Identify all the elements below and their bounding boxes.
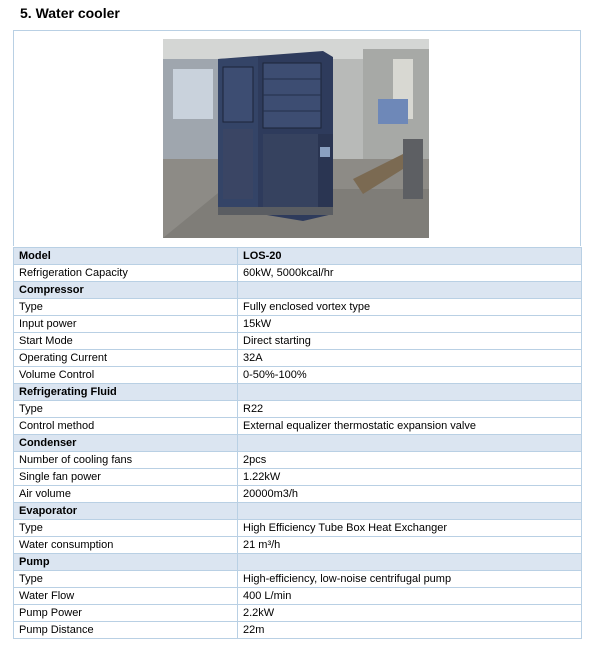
spec-label: Refrigeration Capacity xyxy=(14,265,238,282)
spec-label: Control method xyxy=(14,418,238,435)
table-row xyxy=(14,367,582,384)
spec-value: 2.2kW xyxy=(238,605,582,622)
spec-value: 1.22kW xyxy=(238,469,582,486)
spec-value: 60kW, 5000kcal/hr xyxy=(238,265,582,282)
spec-label: Pump Distance xyxy=(14,622,238,639)
spec-value: High Efficiency Tube Box Heat Exchanger xyxy=(238,520,582,537)
table-row xyxy=(14,265,582,282)
table-row xyxy=(14,486,582,503)
table-header-row xyxy=(14,248,582,265)
spec-label: Type xyxy=(14,520,238,537)
spec-label: Operating Current xyxy=(14,350,238,367)
table-row xyxy=(14,605,582,622)
spec-value: 32A xyxy=(238,350,582,367)
water-cooler-photo xyxy=(163,39,429,238)
spec-label: Water Flow xyxy=(14,588,238,605)
spec-label: Type xyxy=(14,571,238,588)
table-row xyxy=(14,316,582,333)
spec-value xyxy=(238,503,582,520)
spec-label: Compressor xyxy=(14,282,238,299)
table-row xyxy=(14,520,582,537)
spec-value xyxy=(238,435,582,452)
spec-label: Pump xyxy=(14,554,238,571)
spec-value: 400 L/min xyxy=(238,588,582,605)
spec-value: Direct starting xyxy=(238,333,582,350)
spec-label: Volume Control xyxy=(14,367,238,384)
spec-value xyxy=(238,384,582,401)
table-row xyxy=(14,418,582,435)
spec-label: Model xyxy=(14,248,238,265)
spec-value xyxy=(238,282,582,299)
spec-label: Water consumption xyxy=(14,537,238,554)
spec-value: 20000m3/h xyxy=(238,486,582,503)
table-row xyxy=(14,452,582,469)
table-row xyxy=(14,571,582,588)
spec-value: 15kW xyxy=(238,316,582,333)
spec-value: 0-50%-100% xyxy=(238,367,582,384)
table-row xyxy=(14,588,582,605)
section-header-row xyxy=(14,384,582,401)
spec-value: LOS-20 xyxy=(238,248,582,265)
spec-label: Evaporator xyxy=(14,503,238,520)
section-heading: 5. Water cooler xyxy=(20,5,120,21)
spec-value: External equalizer thermostatic expansion valve xyxy=(238,418,582,435)
spec-label: Input power xyxy=(14,316,238,333)
table-row xyxy=(14,299,582,316)
spec-label: Type xyxy=(14,299,238,316)
spec-label: Condenser xyxy=(14,435,238,452)
spec-value xyxy=(238,554,582,571)
spec-value: 21 m³/h xyxy=(238,537,582,554)
section-header-row xyxy=(14,282,582,299)
section-header-row xyxy=(14,554,582,571)
section-header-row xyxy=(14,435,582,452)
table-row xyxy=(14,469,582,486)
section-header-row xyxy=(14,503,582,520)
spec-value: R22 xyxy=(238,401,582,418)
spec-label: Air volume xyxy=(14,486,238,503)
spec-value: 2pcs xyxy=(238,452,582,469)
spec-value: High-efficiency, low-noise centrifugal pump xyxy=(238,571,582,588)
spec-label: Pump Power xyxy=(14,605,238,622)
spec-label: Single fan power xyxy=(14,469,238,486)
spec-value: 22m xyxy=(238,622,582,639)
table-row xyxy=(14,622,582,639)
spec-label: Type xyxy=(14,401,238,418)
spec-label: Refrigerating Fluid xyxy=(14,384,238,401)
spec-value: Fully enclosed vortex type xyxy=(238,299,582,316)
table-row xyxy=(14,350,582,367)
spec-table xyxy=(13,247,582,639)
table-row xyxy=(14,537,582,554)
spec-label: Start Mode xyxy=(14,333,238,350)
table-row xyxy=(14,401,582,418)
spec-label: Number of cooling fans xyxy=(14,452,238,469)
table-row xyxy=(14,333,582,350)
